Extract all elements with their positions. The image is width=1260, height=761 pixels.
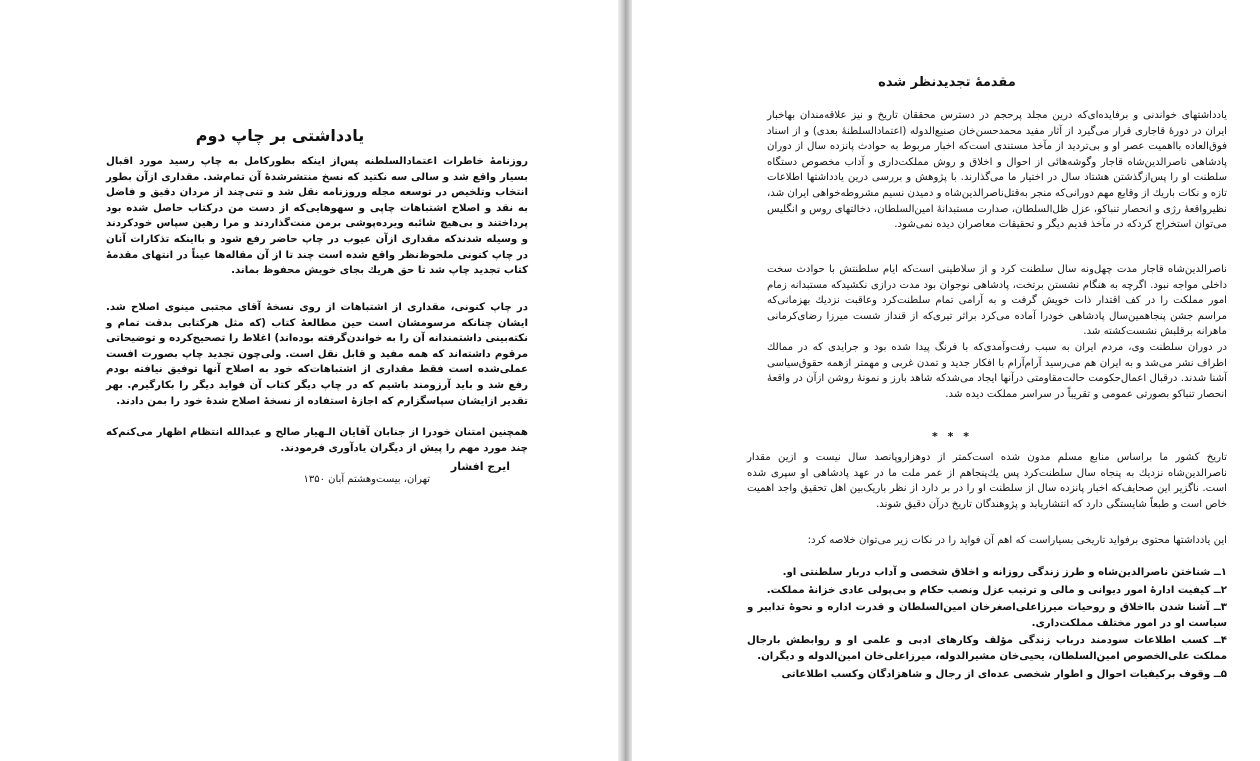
right-paragraph-5-text: این یادداشتها محتوی برفواید تاریخی بسیاراست که اهم آن فواید را در نکات زیر می‌توان خلاصه کرد: (807, 535, 1227, 546)
right-paragraph-1 (767, 108, 1227, 233)
left-page (0, 0, 618, 761)
left-paragraph-3-text: همچنین امتنان خودرا از جنابان آقایان الـهیار صالح و عبدالله انتظام اظهار می‌کنم‌که چند مورد مهم را پیش از دیگران یادآوری فرمودند. (106, 427, 528, 454)
left-paragraph-2-text: در چاپ کنونی، مقداری از اشتباهات از روی نسخهٔ آقای مجتبی مینوی اصلاح شد. ایشان چنانکه مرسومشان است حین مطالعهٔ کتاب (که مثل هرکتابی بدقت تمام و نکته‌بینی داشتمندانه آن را به خواندن‌گرفته بوده‌اند) اغلاط را تصحیح‌کرده و توضیحاتی مرقوم داشته‌اند که همه مفید و قابل نقل است. ولی‌چون تجدید چاپ بصورت افست عملی‌شده است فقط مقداری از اشتباهات‌که خود به اصلاح آنها توفیق نیافته بودم رفع شد و باید آرزومند باشیم که در چاپ دیگر کتاب آن فواید دیگر را بکارگیرم. بهر تقدیر ازایشان سپاسگزارم که اجازهٔ استفاده از نسخهٔ اصلاح شدهٔ خود را بمن دادند. (106, 302, 528, 407)
right-paragraph-2 (767, 262, 1227, 340)
date-line: تهران، بیست‌وهشتم آبان ۱۳۵۰ (303, 474, 430, 485)
right-paragraph-2-text: ناصرالدین‌شاه قاجار مدت چهل‌ونه سال سلطنت کرد و از سلاطینی است‌که ایام سلطنتش با حوادث سخت داخلی مواجه نبود. اگرچه به هنگام نشستن برتخت، پادشاهی نوجوان بود مدت درازی نکشید‌که مستبدانه زمام امور مملکت را در کف اقتدار ذات خویش گرفت و به آرامی تمام سلطنت‌کرد وعاقبت نزدیك بهزمانی‌که مراسم جشن پنجاهمین‌سال پادشاهی خودرا آماده می‌کرد براثر تیری‌که از قنداز شست میرزا رضای‌کرمانی ماهرانه برقلبش نشست‌کشته شد. (767, 264, 1227, 338)
right-paragraph-1-text: یادداشتهای خواندنی و برفایده‌ای‌که درین مجلد پرحجم در دسترس محققان تاریخ و نیز علاقه‌مندان بهاخبار ایران در دورهٔ قاجاری قرار می‌گیرد از آثار مفید محمدحسن‌خان صنیع‌الدوله (اعتمادالسلطنهٔ بعدی) و از اسناد فوق‌العاده بااهمیت عصر او و بی‌تردید از مآخذ مستندی است‌که اخبار مربوط به حوادث پانزده سال از دوران پادشاهی ناصرالدین‌شاه قاجار وگوشه‌هائی از احوال و اخلاق و روش مملکت‌داری و آداب مخصوص دستگاه سلطنت او را پس‌ازگذشتن هشتاد سال در اختیار ما می‌گذارند. با پژوهش و بررسی درین یادداشتها اطلاعات تازه و نکات باریك از وقایع مهم دورانی‌که منجر به‌قتل‌ناصرالدین‌شاه و دمیدن نسیم مشروطه‌خواهی ایران شد، نظیرواقعهٔ رژی و انحصار تنباکو، عزل ظل‌السلطان، صدارت مستبدانهٔ امین‌السلطان، دخالتهای روس و انگلیس می‌توان استخراج کردکه در مآخذ قدیم دیگر و تحقیقات معاصران دیده نمی‌شود. (767, 110, 1227, 231)
right-paragraph-4-text: تاریخ کشور ما براساس منابع مسلم مدون شده است‌کمتر از دوهزاروپانصد سال نیست و ازین مقدار ناصرالدین‌شاه نزدیك به پنجاه سال سلطنت‌کرد پس یك‌پنجاهم از عمر ملت ما در عهد پادشاهی او سپری شده است. ناگزیر این صحایف‌که اخبار پانزده سال از سلطنت او را در بر دارد از نظر باریک‌بین اهل تحقیق واجد اهمیت خاص است و طبعاً شایستگی دارد که انتشاریابد و پژوهندگان تاریخ درآن دقیق شوند. (747, 452, 1227, 510)
left-paragraph-3 (106, 425, 528, 456)
book-gutter (618, 0, 632, 761)
right-page-title: مقدمهٔ تجدیدنظر شده (878, 75, 1016, 90)
left-paragraph-2 (106, 300, 528, 409)
left-paragraph-1 (106, 154, 528, 279)
list-item: ۳ــ آشنا شدن بااخلاق و روحیات میرزاعلی‌اصغرخان امین‌السلطان و قدرت اداره و نحوهٔ تدابیر و سیاست او در امور مختلف مملکت‌داری. (747, 602, 1227, 629)
right-paragraph-3-text: در دوران سلطنت وی، مردم ایران به سبب رفت‌وآمدی‌که با فرنگ پیدا شده بود و جرایدی که در ممالك اطراف نشر می‌شد و به ایران هم می‌رسید آرام‌آرام با افکار جدید و تمدن غربی و مهمتر ازهمه حقوق‌سیاسی آشنا شدند. درقبال اعمال‌حکومت حالت‌مقاومتی درآنها ایجاد می‌شد‌که شاهد بارز و نمونهٔ روشن ازآن در واقعهٔ انحصار تنباکو بصورتی عمومی و تقریباً در سراسر مملکت دیده شد. (767, 342, 1227, 400)
right-paragraph-5 (747, 533, 1227, 549)
left-page-title: یادداشتی بر چاپ دوم (195, 126, 365, 145)
list-item: ۲ــ کیفیت ادارهٔ امور دیوانی و مالی و ترتیب عزل ونصب حکام و بی‌پولی عادی خزانهٔ مملکت. (766, 584, 1227, 596)
right-page (632, 0, 1260, 761)
benefits-list (747, 565, 1227, 684)
list-item: ۴ــ کسب اطلاعات سودمند درباب زندگی مؤلف وکارهای ادبی و علمی او و روابطش بارجال مملکت علی‌الخصوص امین‌السلطان، یحیی‌خان مشیرالدوله، میرزاعلی‌خان امین‌الدوله و دیگران. (747, 635, 1227, 662)
list-item: ۱ــ شناختن ناصرالدین‌شاه و طرز زندگی روزانه و اخلاق شخصی و آداب دربار سلطنتی او. (782, 567, 1227, 578)
list-item: ۵ــ وقوف برکیفیات احوال و اطوار شخصی عده‌ای از رجال و شاهزادگان وکسب اطلاعاتی (781, 668, 1227, 680)
section-separator: * * * (932, 430, 972, 443)
signature: ایرج افشار (450, 460, 510, 473)
right-paragraph-4 (747, 450, 1227, 512)
left-paragraph-1-text: روزنامهٔ خاطرات اعتمادالسلطنه پس‌از اینکه بطورکامل به چاپ رسید مورد اقبال بسیار واقع شد و سالی سه نکتید که نسخ منتشرشدهٔ آن تمام‌شد. مقداری ازآن بطور انتخاب وتلخیص در توسعه مجله وروزنامه نقل شد و تنی‌چند از مردان دقیق و فاضل به نقد و اصلاح اشتباهات چاپی و سهوهایی‌که از دست من درکتاب حاصل شده بود پرداختند و بی‌هیچ شائبه ویرده‌پوشی برمن منت‌گذاردند و مرا رهین سپاس خودکردند و وسیله شدندکه مقداری ازآن عیوب در چاپ حاضر رفع شود و بااینکه تذکارات آنان در چاپ کنونی ملحوظ‌نظر واقع شده است چند تا از آن مقاله‌ها عیناً در انتهای مقدمهٔ کتاب تجدید چاپ شد تا حق هریك بجای خویش محفوظ بماند. (106, 156, 528, 277)
right-paragraph-3 (767, 340, 1227, 402)
